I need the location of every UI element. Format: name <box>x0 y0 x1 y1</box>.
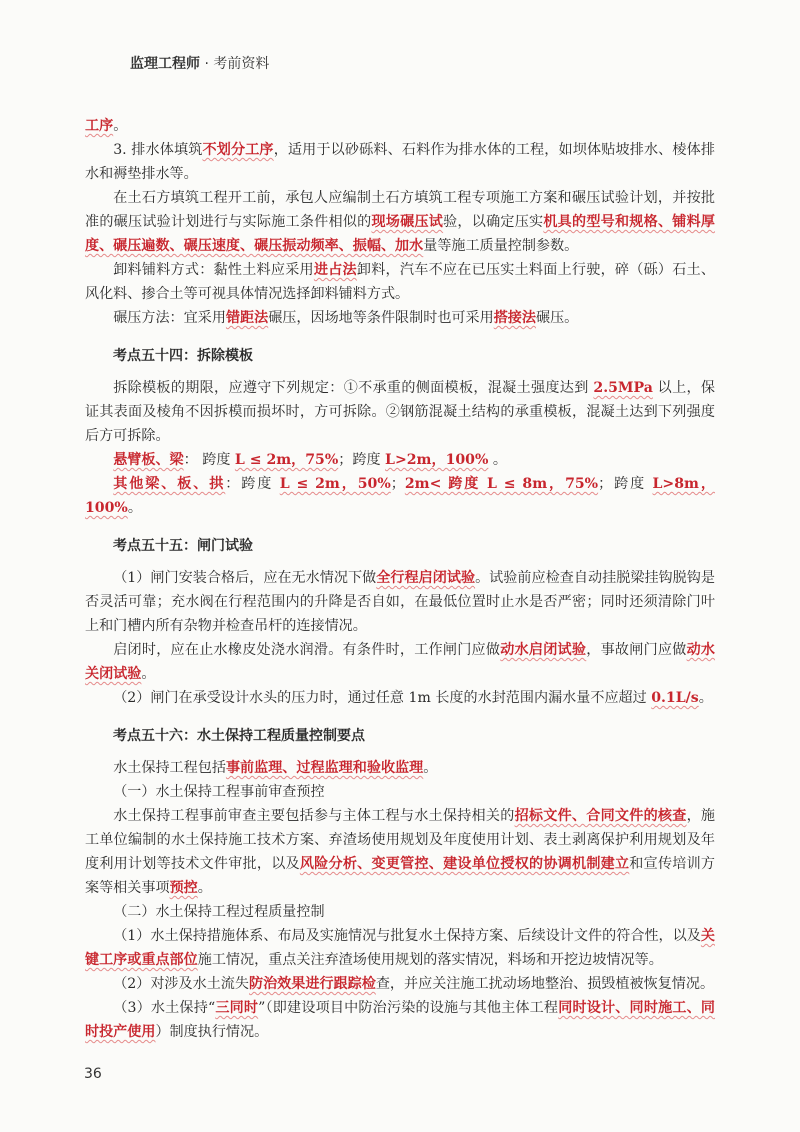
highlighted-text: 动水启闭试验 <box>500 642 587 658</box>
highlighted-text: 关键工序或重点部位 <box>85 928 715 968</box>
paragraph <box>85 638 715 686</box>
section-heading <box>85 534 715 558</box>
text-run: ；跨度 <box>338 452 386 468</box>
paragraph <box>85 186 715 258</box>
text-run: 。 <box>197 880 212 896</box>
highlighted-text: 工序 <box>85 118 114 134</box>
paragraph <box>85 566 715 638</box>
paragraph <box>85 258 715 306</box>
text-run: ，适用于以砂砾料、石料作为排水体的工程，如坝体贴坡排水、棱体排水和褥垫排水等。 <box>85 142 716 182</box>
text-run: ： 跨度 <box>183 452 235 468</box>
text-run: 。 <box>141 666 156 682</box>
text-run: ，事故闸门应做 <box>586 642 687 658</box>
text-run: 水土保持工程事前审查主要包括参与主体工程与水土保持相关的 <box>113 808 515 824</box>
text-run: 3. 排水体填筑 <box>113 142 203 158</box>
paragraph <box>85 376 715 448</box>
highlighted-text: 同时设计、同时施工、同时投产使用 <box>85 1000 716 1040</box>
paragraph <box>85 138 715 186</box>
text-run: 碾压。 <box>536 310 579 326</box>
text-run: 。 <box>698 690 713 706</box>
text-run: （2）对涉及水土流失 <box>113 976 249 992</box>
text-run: 量等施工质量控制参数。 <box>423 238 579 254</box>
text-run: ；跨度 <box>598 476 653 492</box>
highlighted-text: 现场碾压试 <box>371 214 444 230</box>
paragraph <box>85 972 715 996</box>
text-run: 卸料，汽车不应在已压实土料面上行驶，碎（砾）石土、风化料、掺合土等可视具体情况选择卸料铺料方式。 <box>85 262 716 302</box>
paragraph <box>85 448 715 472</box>
highlighted-text: 进占法 <box>313 262 357 278</box>
text-run: （二）水土保持工程过程质量控制 <box>113 904 325 920</box>
highlighted-text: 2m< 跨度 L ≤ 8m，75% <box>404 476 599 492</box>
paragraph <box>85 900 715 924</box>
highlighted-text: 0.1L/s <box>651 690 699 706</box>
highlighted-text: 悬臂板、梁 <box>113 452 184 468</box>
text-run: 和宣传培训方案等相关事项 <box>85 856 716 896</box>
paragraph <box>85 996 715 1044</box>
paragraph <box>85 306 715 330</box>
highlighted-text: 不划分工序 <box>202 142 274 158</box>
text-run: 以上，保证其表面及棱角不因拆模而损坏时，方可拆除。②钢筋混凝土结构的承重模板，混凝土达到下列强度后方可拆除。 <box>85 380 715 444</box>
paragraph <box>85 780 715 804</box>
highlighted-text: 三同时 <box>215 1000 259 1016</box>
text-run: ：跨度 <box>225 476 280 492</box>
section-heading <box>85 724 715 748</box>
highlighted-text: 2.5MPa <box>593 380 653 396</box>
highlighted-text: 事前监理、过程监理和验收监理 <box>225 760 424 776</box>
running-header <box>130 53 269 73</box>
text-run: 查，并应关注施工扰动场地整治、损毁植被恢复情况。 <box>375 976 715 992</box>
text-run: 水土保持工程包括 <box>113 760 226 776</box>
paragraph <box>85 686 715 710</box>
page-body <box>85 114 715 1044</box>
highlighted-text: L>2m，100% <box>385 452 489 468</box>
text-run: 卸料铺料方式：黏性土料应采用 <box>113 262 314 278</box>
header-subtitle: 考前资料 <box>213 56 270 72</box>
paragraph <box>85 756 715 780</box>
text-run: 考点五十五：闸门试验 <box>113 538 253 554</box>
paragraph <box>85 804 715 900</box>
highlighted-text: 搭接法 <box>493 310 536 326</box>
header-separator: · <box>200 56 214 72</box>
text-run: （2）闸门在承受设计水头的压力时，通过任意 1m 长度的水封范围内漏水量不应超过 <box>113 690 652 706</box>
highlighted-text: 风险分析、变更管控、建设单位授权的协调机制建立 <box>299 856 630 872</box>
text-run: （1）闸门安装合格后，应在无水情况下做 <box>113 570 377 586</box>
text-run: 在土石方填筑工程开工前，承包人应编制土石方填筑工程专项施工方案和碾压试验计划，并按批准的碾压试验计划进行与实际施工条件相似的 <box>85 190 715 230</box>
text-run: ）制度执行情况。 <box>155 1024 269 1040</box>
header-title: 监理工程师 <box>130 56 200 72</box>
text-run: 施工情况，重点关注弃渣场使用规划的落实情况，料场和开挖边坡情况等。 <box>197 952 663 968</box>
text-run: 拆除模板的期限，应遵守下列规定：①不承重的侧面模板，混凝土强度达到 <box>113 380 594 396</box>
text-run: （一）水土保持工程事前审查预控 <box>113 784 325 800</box>
paragraph <box>85 472 715 520</box>
highlighted-text: L ≤ 2m，50% <box>279 476 391 492</box>
text-run: 。 <box>488 452 507 468</box>
text-run: 考点五十四：拆除模板 <box>113 348 253 364</box>
highlighted-text: 招标文件、合同文件的核查 <box>514 808 687 824</box>
text-run: （1）水土保持措施体系、布局及实施情况与批复水土保持方案、后续设计文件的符合性，以及 <box>113 928 701 944</box>
highlighted-text: 防治效果进行跟踪检 <box>249 976 376 992</box>
highlighted-text: 机具的型号和规格、铺料厚度、碾压遍数、碾压速度、碾压振动频率、振幅、加水 <box>85 214 716 254</box>
highlighted-text: 全行程启闭试验 <box>376 570 476 586</box>
section-heading <box>85 344 715 368</box>
paragraph <box>85 114 715 138</box>
text-run: 。 <box>127 500 142 516</box>
text-run: 考点五十六：水土保持工程质量控制要点 <box>113 728 365 744</box>
text-run: ； <box>390 476 405 492</box>
text-run: ，施工单位编制的水土保持施工技术方案、弃渣场使用规划及年度使用计划、表土剥离保护利用规划及年度利用计划等技术文件审批，以及 <box>85 808 716 872</box>
highlighted-text: 预控 <box>169 880 198 896</box>
text-run: 。试验前应检查自动挂脱梁挂钩脱钩是否灵活可靠；充水阀在行程范围内的升降是否自如，在最低位置时止水是否严密；同时还须清除门叶上和门槽内所有杂物并检查吊杆的连接情况。 <box>85 570 715 634</box>
text-run: （3）水土保持“ <box>113 1000 216 1016</box>
highlighted-text: 其他梁、板、拱 <box>113 476 226 492</box>
text-run: 。 <box>113 118 128 134</box>
text-run: 碾压方法：宜采用 <box>113 310 226 326</box>
highlighted-text: 动水关闭试验 <box>85 642 716 682</box>
highlighted-text: L ≤ 2m，75% <box>234 452 339 468</box>
page-number: 36 <box>84 1066 102 1082</box>
highlighted-text: L>8m，100% <box>85 476 715 516</box>
text-run: 。 <box>423 760 438 776</box>
text-run: ”（即建设项目中防治污染的设施与其他主体工程 <box>258 1000 559 1016</box>
text-run: 验，以确定压实 <box>443 214 544 230</box>
paragraph <box>85 924 715 972</box>
text-run: 启闭时，应在止水橡皮处浇水润滑。有条件时，工作闸门应做 <box>113 642 501 658</box>
text-run: 碾压，因场地等条件限制时也可采用 <box>268 310 494 326</box>
highlighted-text: 错距法 <box>225 310 269 326</box>
